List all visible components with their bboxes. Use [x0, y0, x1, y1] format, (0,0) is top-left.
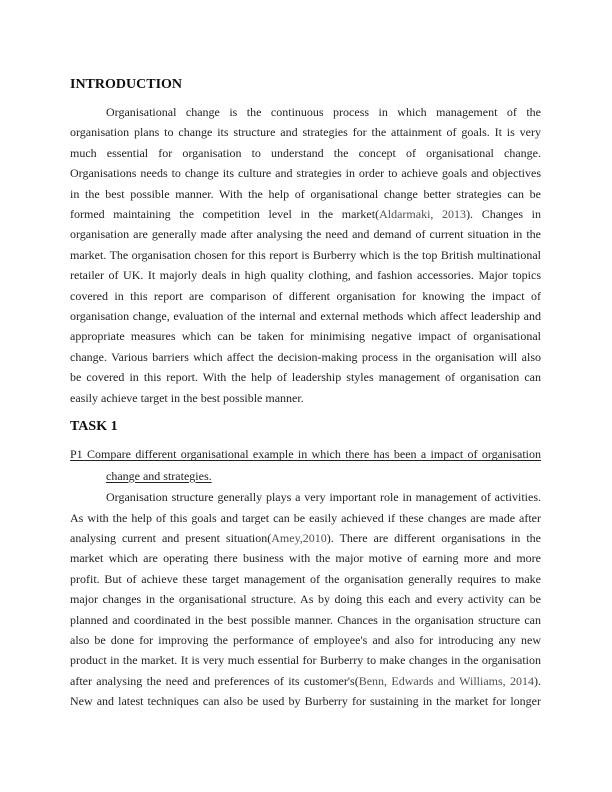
text-line	[70, 224, 541, 244]
text-segment: Organisation structure generally plays a very important role in management of activities.	[106, 490, 541, 505]
text-line	[70, 102, 541, 122]
text-line	[70, 143, 541, 163]
text-segment: analysing current and present situation(	[70, 530, 272, 545]
text-segment: formed maintaining the competition level in the market(	[70, 207, 380, 222]
text-segment: also be done for improving the performance of employee's and also for introducing any new	[70, 632, 541, 647]
text-line	[70, 548, 541, 568]
text-segment: ). Changes in	[466, 207, 542, 222]
text-segment: market which are operating there business with the major motive of earning more and more	[70, 551, 541, 566]
text-line	[70, 326, 541, 346]
text-segment: major changes in the organisational structure. As by doing this each and every activity can be	[70, 592, 541, 607]
text-segment: Organisational change is the continuous process in which management of the	[106, 105, 541, 119]
text-segment: P1 Compare different organisational example in which there has been a impact of organisation	[70, 447, 541, 462]
text-line	[70, 528, 541, 548]
text-segment: organisation change, evaluation of the internal and external methods which affect leadership and	[70, 309, 541, 324]
text-segment: easily achieve target in the best possible manner.	[70, 390, 304, 405]
text-line	[70, 466, 541, 488]
text-segment: change and strategies.	[106, 468, 212, 483]
text-line	[70, 388, 541, 408]
citation: Aldarmaki, 2013	[379, 207, 467, 222]
p1-subheading-underlined	[70, 444, 541, 487]
text-segment: ). There are different organisations in the	[326, 530, 542, 545]
text-segment: As with the help of this goals and target can be easily achieved if these changes are made after	[70, 510, 541, 525]
text-segment: organisation plans to change its structure and strategies for the attainment of goals. It is very	[70, 125, 541, 140]
text-segment: planned and coordinated in the best possible manner. Chances in the organisation structure can	[70, 612, 541, 627]
text-segment: product in the market. It is very much essential for Burberry to make changes in the organisation	[70, 653, 541, 668]
text-line	[70, 610, 541, 630]
text-segment: Organisations needs to change its culture and strategies in order to achieve goals and objectives	[70, 166, 541, 181]
text-segment: covered in this report are comparison of different organisation for knowing the impact of	[70, 288, 541, 303]
text-line	[70, 163, 541, 183]
intro-paragraph	[70, 102, 541, 408]
text-segment: retailer of UK. It majorly deals in high quality clothing, and fashion accessories. Major topics	[70, 268, 541, 283]
text-line	[70, 184, 541, 204]
text-line	[70, 122, 541, 142]
text-line	[70, 347, 541, 367]
text-line	[70, 444, 541, 466]
citation: Benn, Edwards and Williams, 2014	[358, 673, 534, 688]
text-line	[70, 306, 541, 326]
page-content	[70, 76, 541, 712]
text-line	[70, 671, 541, 691]
task1-paragraph	[70, 487, 541, 711]
text-segment: in the best possible manner. With the help of organisational change better strategies can be	[70, 186, 541, 201]
text-segment: profit. But of achieve these target management of the organisation generally requires to make	[70, 571, 541, 586]
text-segment: after analysing the need and preferences of its customer's(	[70, 673, 359, 688]
text-line	[70, 245, 541, 265]
text-segment: market. The organisation chosen for this report is Burberry which is the top British multinational	[70, 247, 541, 262]
text-segment: New and latest techniques can also be used by Burberry for sustaining in the market for longer	[70, 694, 541, 709]
text-line	[70, 691, 541, 711]
text-segment: appropriate measures which can be taken for minimising negative impact of organisational	[70, 329, 541, 344]
text-segment: be covered in this report. With the help of leadership styles management of organisation can	[70, 370, 541, 385]
citation: Amey,2010	[271, 530, 327, 545]
text-segment: organisation are generally made after analysing the need and demand of current situation in the	[70, 227, 541, 242]
section-heading-introduction: INTRODUCTION	[70, 77, 183, 92]
text-line	[70, 650, 541, 670]
text-line	[70, 508, 541, 528]
text-line	[70, 367, 541, 387]
text-line	[70, 204, 541, 224]
text-line	[70, 487, 541, 507]
text-segment: much essential for organisation to understand the concept of organisational change.	[70, 145, 541, 160]
text-line	[70, 265, 541, 285]
section-heading-task1: TASK 1	[70, 419, 118, 435]
text-line	[70, 569, 541, 589]
text-segment: ).	[534, 673, 541, 688]
text-line	[70, 589, 541, 609]
text-segment: change. Various barriers which affect the decision-making process in the organisation will also	[70, 349, 541, 364]
text-line	[70, 630, 541, 650]
text-line	[70, 286, 541, 306]
